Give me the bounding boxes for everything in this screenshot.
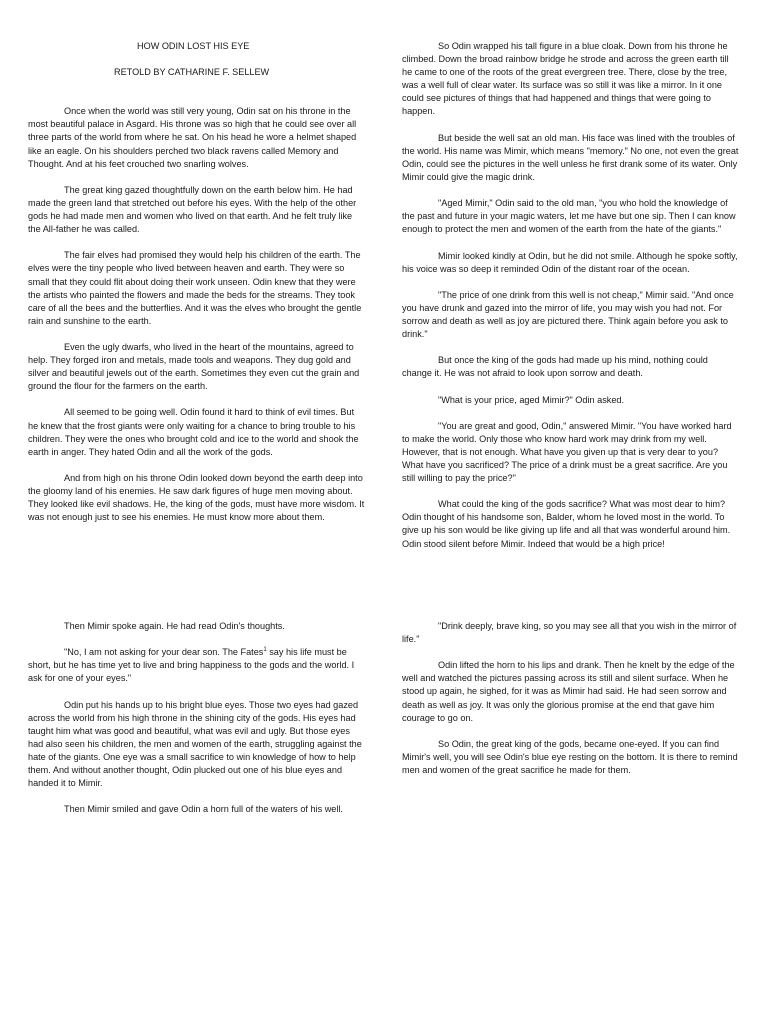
- paragraph: Then Mimir smiled and gave Odin a horn full of the waters of his well.: [64, 804, 343, 815]
- column-top-right: [402, 40, 740, 564]
- paragraph: But beside the well sat an old man. His face was lined with the troubles of the world. His name was Mimir, which means "memory." No one, not even the great Odin, could see the pictures in the well unless he first drank some of its water. Only Mimir could give the magic drink.: [402, 132, 739, 182]
- paragraph-with-footnote: [28, 646, 366, 685]
- paragraph: All seemed to be going well. Odin found it hard to think of evil times. But he knew that the frost giants were only waiting for a chance to bring trouble to his children. They were the ones who brought cold and ice to the world and shook the earth in anger. They hated Odin and all the work of the gods.: [28, 407, 359, 457]
- paragraph: "You are great and good, Odin," answered Mimir. "You have worked hard to make the world. Only those who know hard work may drink from my well. However, that is not enough. What have you given up that is very dear to you? What have you sacrificed? The price of a drink must be a great sacrifice. Are you still willing to pay the price?": [402, 420, 732, 484]
- footnote-marker: 1: [263, 647, 267, 654]
- paragraph: The fair elves had promised they would help his children of the earth. The elves were the tiny people who lived between heaven and earth. They were so small that they could flit about doing their work unseen. Odin knew that they were the artists who painted the flowers and made the beds for the streams. They took care of all the bees and the butterflies. And it was the elves who brought the gentle rain and sunshine to the earth.: [28, 250, 362, 326]
- paragraph: The great king gazed thoughtfully down on the earth below him. He had made the green land that stretched out before his eyes. With the help of the other gods he had made men and women who lived on that earth. And he felt truly like the All-father he was called.: [28, 184, 357, 235]
- paragraph: "Drink deeply, brave king, so you may see all that you wish in the mirror of life.": [402, 621, 737, 645]
- paragraph: Odin lifted the horn to his lips and drank. Then he knelt by the edge of the well and watched the pictures passing across its still and silent surface. When he stood up again, he sighed, for it was as Mimir had said. He had seen sorrow and death as well as joy. It was only the glorious promise at the end that gave him courage to go on.: [402, 660, 735, 723]
- paragraph: "What is your price, aged Mimir?" Odin asked.: [438, 394, 625, 405]
- column-top-left: [28, 40, 366, 537]
- paragraph: "Aged Mimir," Odin said to the old man, "you who hold the knowledge of the past and future in your magic waters, let me have but one sip. Then I can know enough to protect the men and women of the earth from the hate of the giants.": [402, 198, 736, 235]
- paragraph: Odin put his hands up to his bright blue eyes. Those two eyes had gazed across the world from his high throne in the shining city of the gods. His eyes had taught him what was good and beautiful, what was evil and ugly. But those eyes had also seen his children, the men and women of the earth, struggling against the hate of the giants. One eye was a small sacrifice to win knowledge of how to help them. And without another thought, Odin plucked out one of his blue eyes and handed it to Mimir.: [28, 699, 362, 789]
- story-byline: RETOLD BY CATHARINE F. SELLEW: [114, 67, 270, 78]
- paragraph-text: say his life must be short, but he has time yet to live and bring happiness to the gods and the world. I ask for one of your eyes.": [28, 647, 355, 684]
- paragraph: "The price of one drink from this well is not cheap," Mimir said. "And once you have drunk and gazed into the mirror of life, you may wish you had not. For sorrow and death as well as joy are pictured there. Think again before you ask to drink.": [402, 289, 734, 340]
- column-bottom-left: [28, 620, 366, 830]
- paragraph: Then Mimir spoke again. He had read Odin's thoughts.: [64, 621, 285, 631]
- paragraph: Mimir looked kindly at Odin, but he did not smile. Although he spoke softly, his voice was so deep it reminded Odin of the distant roar of the ocean.: [402, 250, 738, 274]
- paragraph: What could the king of the gods sacrifice? What was most dear to him? Odin thought of his handsome son, Balder, whom he loved most in the world. To give up his son would be like giving up life and all that was wonderful around him. Odin stood silent before Mimir. Indeed that would be a high price!: [402, 499, 731, 549]
- column-bottom-right: [402, 620, 740, 790]
- paragraph: But once the king of the gods had made up his mind, nothing could change it. He was not afraid to look upon sorrow and death.: [402, 355, 708, 379]
- paragraph: So Odin wrapped his tall figure in a blue cloak. Down from his throne he climbed. Down the broad rainbow bridge he strode and across the green earth till he came to one of the roots of the great evergreen tree. There, close by the tree, was a well full of clear water. Its surface was so still it was like a mirror. In it one could see pictures of things that had happened and things that were going to happen.: [402, 41, 729, 117]
- paragraph: Even the ugly dwarfs, who lived in the heart of the mountains, agreed to help. They forged iron and metals, made tools and weapons. They dug gold and silver and beautiful jewels out of the earth. Sometimes they even cut the grain and ground the flour for the farmers on the earth.: [28, 341, 360, 392]
- story-title: HOW ODIN LOST HIS EYE: [137, 41, 250, 51]
- paragraph: Once when the world was still very young, Odin sat on his throne in the most beautiful palace in Asgard. His throne was so high that he could see over all three parts of the world from where he sat. On his head he wore a helmet shaped like an eagle. On his shoulders perched two black ravens called Memory and Thought. And at his feet crouched two snarling wolves.: [28, 106, 357, 169]
- paragraph-text: "No, I am not asking for your dear son. The Fates: [64, 647, 264, 658]
- paragraph: And from high on his throne Odin looked down beyond the earth deep into the gloomy land of his enemies. He saw dark figures of huge men moving about. They looked like evil shadows. He, the king of the gods, must have more wisdom. It was not enough just to see his enemies. He must know more about them.: [28, 472, 365, 523]
- paragraph: So Odin, the great king of the gods, became one-eyed. If you can find Mimir's well, you will see Odin's blue eye resting on the bottom. It is there to remind men and women of the great sacrifice he made for them.: [402, 738, 738, 776]
